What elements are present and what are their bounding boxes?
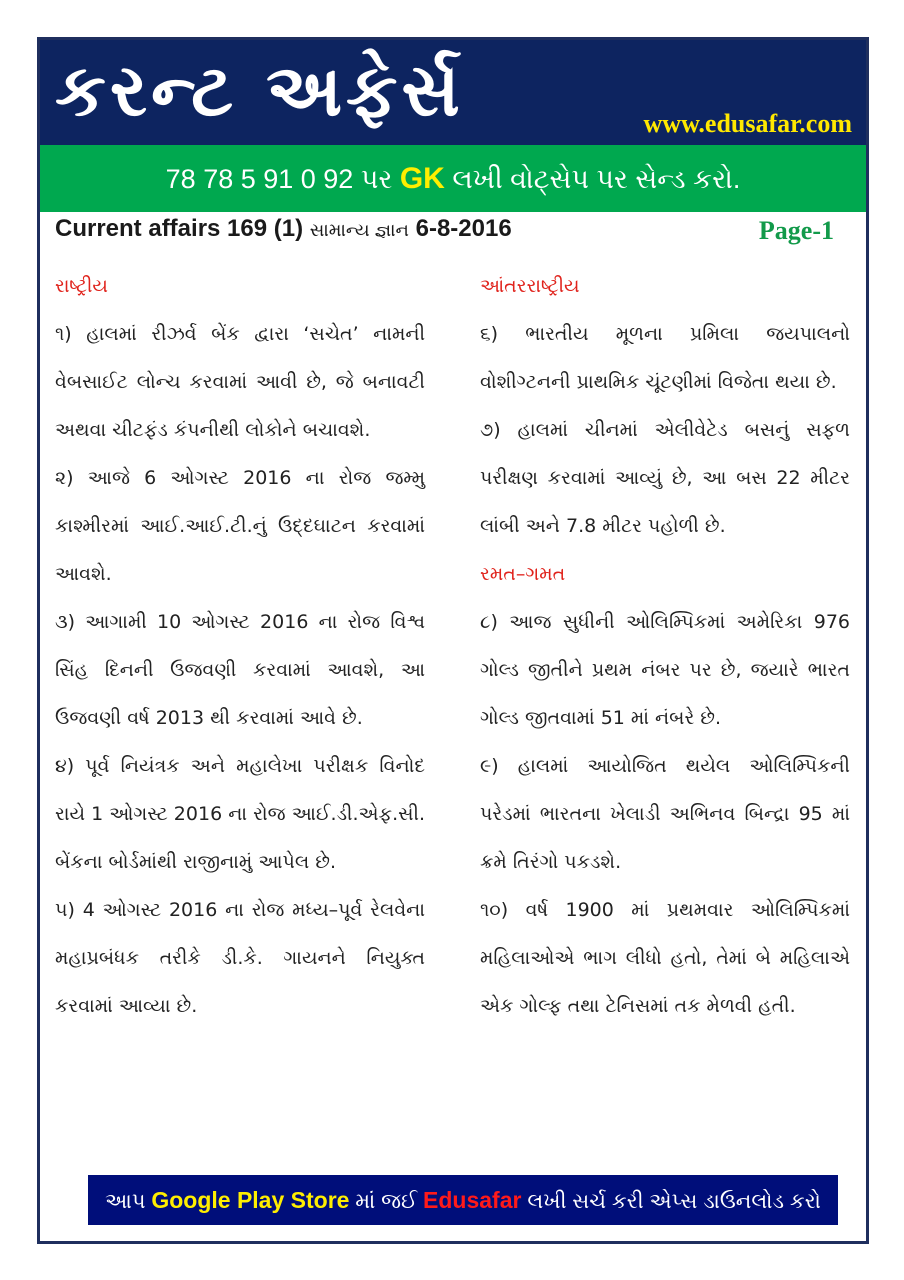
phone-number: 78 78 5 91 0 92 પર bbox=[165, 164, 393, 194]
news-item: ૩) આગામી 10 ઓગસ્ટ 2016 ના રોજ વિશ્વ સિંહ દિનની ઉજવણી કરવામાં આવશે, આ ઉજવણી વર્ષ 2013 થી કરવામાં આવે છે. bbox=[55, 611, 425, 729]
news-item: ૫) 4 ઓગસ્ટ 2016 ના રોજ મધ્ય–પૂર્વ રેલવેના મહાપ્રબંધક તરીકે ડી.કે. ગાયનને નિયુક્ત કરવામાં આવ્યા છે. bbox=[55, 899, 425, 1017]
page-number: Page-1 bbox=[758, 216, 834, 245]
banner-text: આપ bbox=[105, 1190, 146, 1213]
section-heading-international: આંતરરાષ્ટ્રીય bbox=[480, 275, 580, 297]
news-item: ૨) આજે 6 ઓગસ્ટ 2016 ના રોજ જમ્મુ કાશ્મીરમાં આઈ.આઈ.ટી.નું ઉદ્દઘાટન કરવામાં આવશે. bbox=[55, 467, 425, 585]
header-banner bbox=[40, 40, 866, 145]
issue-date: 6-8-2016 bbox=[415, 215, 512, 242]
news-item: ૯) હાલમાં આયોજિત થયેલ ઓલિમ્પિકની પરેડમાં ભારતના ખેલાડી અભિનવ બિન્દ્રા 95 માં ક્રમે તિરંગો પકડશે. bbox=[480, 755, 850, 873]
section-heading-sports: રમત–ગમત bbox=[480, 563, 566, 585]
app-download-banner[interactable] bbox=[88, 1175, 838, 1225]
gk-keyword: GK bbox=[399, 162, 445, 195]
whatsapp-banner bbox=[40, 145, 866, 212]
right-column bbox=[480, 262, 850, 1030]
left-column bbox=[55, 262, 425, 1030]
news-item: ૧) હાલમાં રીઝર્વ બેંક દ્વારા ‘સચેત’ નામની વેબસાઈટ લોન્ચ કરવામાં આવી છે, જે બનાવટી અથવા ચીટફંડ કંપનીથી લોકોને બચાવશે. bbox=[55, 323, 425, 441]
banner-text: માં જઈ bbox=[355, 1190, 418, 1213]
subheader bbox=[55, 215, 512, 243]
page-title: કરન્ટ અફેર્સ bbox=[55, 48, 464, 132]
news-item: ૧૦) વર્ષ 1900 માં પ્રથમવાર ઓલિમ્પિકમાં મહિલાઓએ ભાગ લીધો હતો, તેમાં બે મહિલાએ એક ગોલ્ફ તથા ટેનિસમાં તક મેળવી હતી. bbox=[480, 899, 850, 1017]
news-item: ૮) આજ સુધીની ઓલિમ્પિકમાં અમેરિકા 976 ગોલ્ડ જીતીને પ્રથમ નંબર પર છે, જયારે ભારત ગોલ્ડ જીતવામાં 51 માં નંબરે છે. bbox=[480, 611, 850, 729]
banner-text: લખી સર્ચ કરી એપ્સ ડાઉનલોડ કરો bbox=[527, 1190, 821, 1213]
news-item: ૪) પૂર્વ નિયંત્રક અને મહાલેખા પરીક્ષક વિનોદ રાયે 1 ઓગસ્ટ 2016 ના રોજ આઈ.ડી.એફ.સી. બેંકના બોર્ડમાંથી રાજીનામું આપેલ છે. bbox=[55, 755, 425, 873]
website-url[interactable]: www.edusafar.com bbox=[643, 109, 852, 138]
news-item: ૭) હાલમાં ચીનમાં એલીવેટેડ બસનું સફળ પરીક્ષણ કરવામાં આવ્યું છે, આ બસ 22 મીટર લાંબી અને 7.8 મીટર પહોળી છે. bbox=[480, 419, 850, 537]
brand-name: Edusafar bbox=[423, 1187, 522, 1213]
whatsapp-instruction: લખી વોટ્સેપ પર સેન્ડ કરો. bbox=[452, 164, 741, 194]
issue-label: Current affairs 169 (1) bbox=[55, 215, 304, 242]
section-heading-national: રાષ્ટ્રીય bbox=[55, 275, 108, 297]
play-store-label: Google Play Store bbox=[151, 1187, 350, 1213]
subject-label: સામાન્ય જ્ઞાન bbox=[309, 220, 409, 240]
news-item: ૬) ભારતીય મૂળના પ્રમિલા જયપાલનો વોશીગ્ટનની પ્રાથમિક ચૂંટણીમાં વિજેતા થયા છે. bbox=[480, 323, 850, 393]
